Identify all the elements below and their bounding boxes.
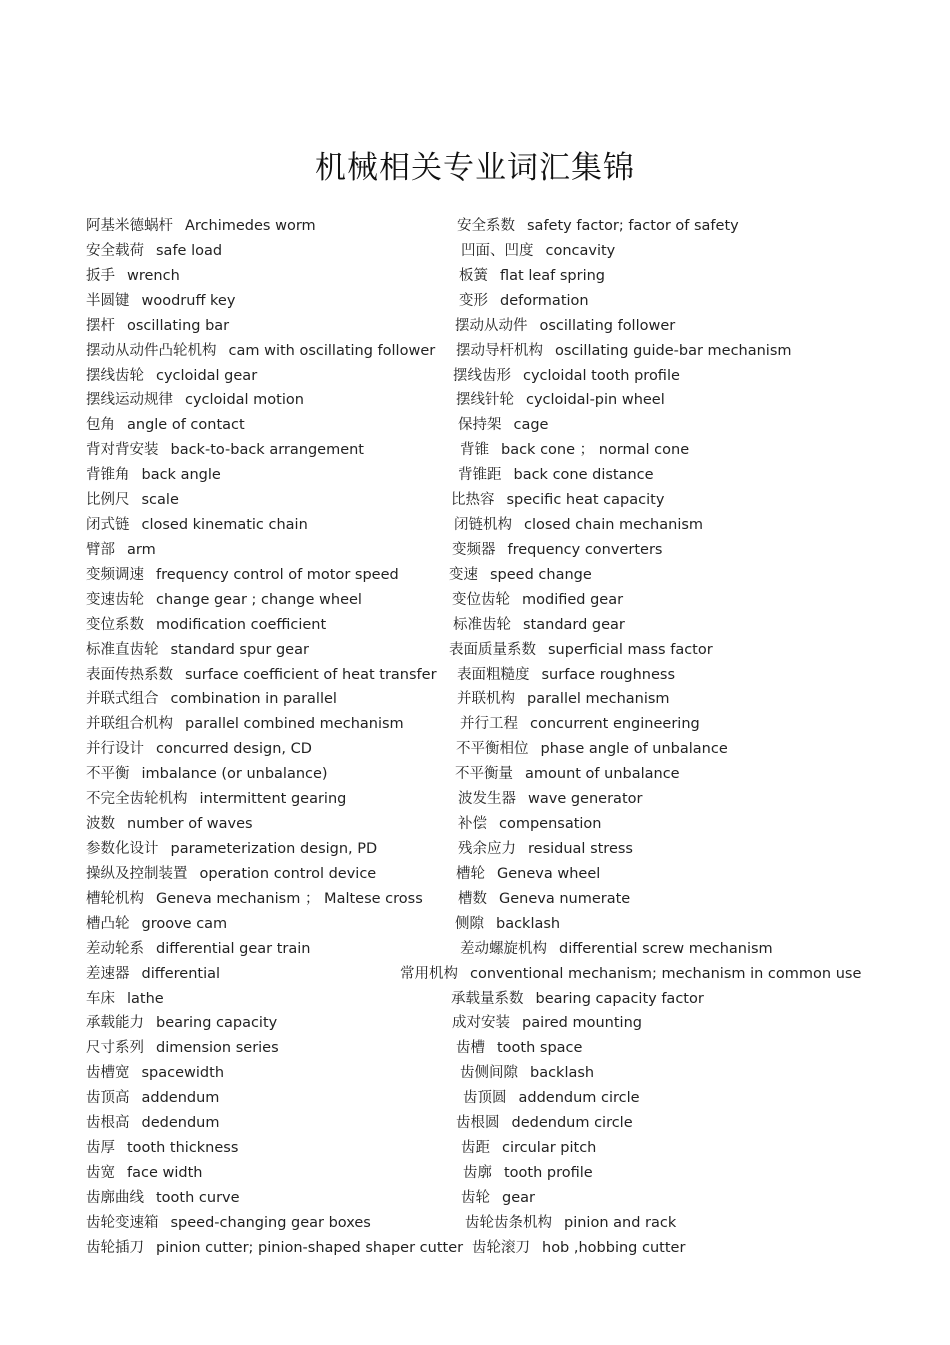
term-chinese: 摆动从动件 xyxy=(455,317,528,334)
term-entry-right xyxy=(452,588,623,612)
term-chinese: 槽凸轮 xyxy=(86,915,130,932)
term-english: wave generator xyxy=(528,791,643,808)
term-entry-right xyxy=(458,413,548,437)
term-chinese: 表面粗糙度 xyxy=(457,666,530,683)
term-entry-left xyxy=(86,488,179,512)
term-english: deformation xyxy=(500,292,589,309)
term-chinese: 齿轮变速箱 xyxy=(86,1214,159,1231)
term-english: residual stress xyxy=(528,841,633,857)
term-entry-right xyxy=(459,289,589,313)
term-english: tooth thickness xyxy=(127,1140,239,1157)
term-english: modified gear xyxy=(522,591,624,608)
term-chinese: 补偿 xyxy=(458,816,487,833)
term-entry-left xyxy=(86,588,362,612)
term-chinese: 差动螺旋机构 xyxy=(460,940,547,957)
term-chinese: 承载能力 xyxy=(86,1015,144,1032)
glossary-row xyxy=(0,812,950,836)
term-entry-right xyxy=(458,837,633,861)
term-entry-left xyxy=(86,1061,224,1085)
glossary-row xyxy=(0,339,950,363)
document-title: 机械相关专业词汇集锦 xyxy=(315,150,635,186)
term-chinese: 摆线运动规律 xyxy=(86,392,173,409)
term-entry-left xyxy=(86,1211,371,1235)
glossary-row xyxy=(0,1086,950,1110)
term-english: intermittent gearing xyxy=(199,791,347,808)
term-entry-right xyxy=(461,1186,535,1210)
term-entry-left xyxy=(86,538,156,562)
term-english: backlash xyxy=(530,1065,595,1082)
term-entry-left xyxy=(86,563,399,587)
term-entry-left xyxy=(86,787,346,811)
term-english: cycloidal gear xyxy=(156,367,258,384)
term-chinese: 波发生器 xyxy=(458,791,516,808)
glossary-row xyxy=(0,638,950,662)
term-english: speed-changing gear boxes xyxy=(170,1214,371,1231)
term-chinese: 摆动导杆机构 xyxy=(456,342,543,359)
term-entry-right xyxy=(459,264,605,288)
glossary-row xyxy=(0,314,950,338)
term-english: back cone ； normal cone xyxy=(501,442,690,459)
term-chinese: 参数化设计 xyxy=(86,841,159,857)
term-chinese: 摆杆 xyxy=(86,317,115,334)
term-entry-right xyxy=(452,1011,642,1035)
term-entry-right xyxy=(461,239,615,263)
term-entry-right xyxy=(460,438,689,462)
glossary-row xyxy=(0,762,950,786)
term-english: safe load xyxy=(156,242,223,259)
term-english: back-to-back arrangement xyxy=(170,442,364,459)
term-chinese: 表面质量系数 xyxy=(449,641,536,658)
term-english: circular pitch xyxy=(502,1140,597,1157)
term-chinese: 齿轮插刀 xyxy=(86,1239,144,1256)
glossary-row xyxy=(0,1111,950,1135)
term-entry-right xyxy=(460,712,700,736)
term-english: Geneva numerate xyxy=(499,890,631,907)
term-english: closed kinematic chain xyxy=(141,517,308,534)
term-entry-right xyxy=(451,987,704,1011)
term-english: tooth curve xyxy=(156,1189,240,1206)
term-english: woodruff key xyxy=(141,292,236,309)
term-chinese: 齿槽 xyxy=(456,1040,485,1057)
term-english: arm xyxy=(127,541,156,558)
glossary-row xyxy=(0,687,950,711)
term-entry-left xyxy=(86,837,377,861)
term-entry-left xyxy=(86,737,312,761)
term-entry-right xyxy=(453,613,625,637)
glossary-row xyxy=(0,264,950,288)
term-english: speed change xyxy=(490,566,592,583)
glossary-row xyxy=(0,364,950,388)
term-chinese: 包角 xyxy=(86,417,115,434)
term-english: face width xyxy=(127,1164,203,1181)
term-english: groove cam xyxy=(141,915,228,932)
glossary-row xyxy=(0,1161,950,1185)
term-english: angle of contact xyxy=(127,417,245,434)
term-entry-left xyxy=(86,1036,279,1060)
term-chinese: 闭链机构 xyxy=(454,517,512,534)
term-chinese: 标准直齿轮 xyxy=(86,641,159,658)
term-entry-right xyxy=(452,538,662,562)
term-english: concavity xyxy=(545,242,616,259)
term-entry-left xyxy=(86,463,221,487)
term-entry-right xyxy=(458,787,642,811)
term-english: safety factor; factor of safety xyxy=(527,218,739,234)
term-entry-left xyxy=(86,613,326,637)
term-entry-right xyxy=(455,762,680,786)
term-english: closed chain mechanism xyxy=(524,517,704,534)
term-chinese: 摆线针轮 xyxy=(456,392,514,409)
term-chinese: 常用机构 xyxy=(400,965,458,982)
glossary-row xyxy=(0,1061,950,1085)
term-chinese: 齿距 xyxy=(461,1140,490,1157)
term-english: cycloidal tooth profile xyxy=(523,367,680,384)
term-chinese: 齿厚 xyxy=(86,1140,115,1157)
term-english: parameterization design, PD xyxy=(170,841,378,857)
term-english: tooth profile xyxy=(504,1164,593,1181)
term-chinese: 阿基米德蜗杆 xyxy=(86,218,173,234)
term-chinese: 齿宽 xyxy=(86,1164,115,1181)
term-entry-left xyxy=(86,214,316,238)
term-chinese: 并行设计 xyxy=(86,741,144,758)
term-english: change gear ; change wheel xyxy=(156,591,362,608)
term-chinese: 成对安装 xyxy=(452,1015,510,1032)
term-english: lathe xyxy=(127,990,164,1007)
term-entry-left xyxy=(86,987,164,1011)
term-chinese: 齿根高 xyxy=(86,1115,130,1132)
term-entry-left xyxy=(86,264,180,288)
term-english: differential xyxy=(141,965,221,982)
glossary-row xyxy=(0,588,950,612)
glossary-row xyxy=(0,438,950,462)
term-chinese: 操纵及控制装置 xyxy=(86,865,188,882)
term-english: specific heat capacity xyxy=(506,492,665,509)
glossary-row xyxy=(0,937,950,961)
term-entry-left xyxy=(86,712,404,736)
term-chinese: 波数 xyxy=(86,816,115,833)
term-chinese: 安全系数 xyxy=(457,218,515,234)
glossary-row xyxy=(0,538,950,562)
term-chinese: 齿廓曲线 xyxy=(86,1189,144,1206)
term-english: tooth space xyxy=(497,1040,583,1057)
term-english: Geneva wheel xyxy=(497,865,601,882)
glossary-row xyxy=(0,563,950,587)
term-entry-left xyxy=(86,1111,219,1135)
term-english: differential gear train xyxy=(156,940,311,957)
term-english: compensation xyxy=(499,816,602,833)
term-chinese: 不平衡量 xyxy=(455,766,513,783)
term-entry-right xyxy=(454,513,703,537)
term-chinese: 差动轮系 xyxy=(86,940,144,957)
term-english: concurrent engineering xyxy=(530,716,700,733)
glossary-row xyxy=(0,987,950,1011)
term-english: operation control device xyxy=(199,865,377,882)
term-english: surface coefficient of heat transfer xyxy=(185,666,437,683)
term-english: cycloidal motion xyxy=(185,392,304,409)
term-chinese: 安全载荷 xyxy=(86,242,144,259)
term-english: parallel combined mechanism xyxy=(185,716,404,733)
term-entry-right xyxy=(460,937,773,961)
term-chinese: 槽数 xyxy=(458,890,487,907)
term-english: wrench xyxy=(127,267,180,284)
term-entry-right xyxy=(457,214,739,238)
term-chinese: 尺寸系列 xyxy=(86,1040,144,1057)
term-entry-left xyxy=(86,239,222,263)
term-entry-right xyxy=(461,1136,596,1160)
term-entry-right xyxy=(449,638,713,662)
glossary-row xyxy=(0,1011,950,1035)
term-entry-right xyxy=(456,1036,582,1060)
term-chinese: 差速器 xyxy=(86,965,130,982)
term-entry-right xyxy=(457,687,670,711)
term-english: backlash xyxy=(496,915,561,932)
glossary-row xyxy=(0,912,950,936)
term-chinese: 齿顶高 xyxy=(86,1090,130,1107)
term-entry-right xyxy=(458,463,654,487)
glossary-row xyxy=(0,712,950,736)
term-chinese: 凹面、凹度 xyxy=(461,242,534,259)
glossary-row xyxy=(0,388,950,412)
glossary-row xyxy=(0,463,950,487)
term-chinese: 侧隙 xyxy=(455,915,484,932)
glossary-row xyxy=(0,1136,950,1160)
term-english: pinion cutter; pinion-shaped shaper cutter xyxy=(156,1239,464,1256)
term-entry-right xyxy=(463,1086,640,1110)
term-chinese: 齿顶圆 xyxy=(463,1090,507,1107)
term-english: standard spur gear xyxy=(170,641,309,658)
term-entry-left xyxy=(86,638,309,662)
term-chinese: 变速 xyxy=(449,566,478,583)
glossary-row xyxy=(0,1186,950,1210)
term-chinese: 背锥角 xyxy=(86,467,130,484)
term-english: standard gear xyxy=(523,616,625,633)
term-english: surface roughness xyxy=(541,666,676,683)
term-chinese: 比热容 xyxy=(451,492,495,509)
term-english: back angle xyxy=(141,467,221,484)
glossary-row xyxy=(0,737,950,761)
term-chinese: 半圆键 xyxy=(86,292,130,309)
term-english: flat leaf spring xyxy=(500,267,606,284)
term-english: cycloidal-pin wheel xyxy=(526,392,665,409)
term-english: conventional mechanism; mechanism in common use xyxy=(470,965,862,982)
term-english: dedendum xyxy=(141,1115,220,1132)
term-chinese: 车床 xyxy=(86,990,115,1007)
term-entry-left xyxy=(86,1011,277,1035)
term-chinese: 齿廓 xyxy=(463,1164,492,1181)
glossary-row xyxy=(0,1036,950,1060)
glossary-row xyxy=(0,663,950,687)
term-entry-left xyxy=(86,962,220,986)
term-chinese: 不平衡相位 xyxy=(456,741,529,758)
term-chinese: 标准齿轮 xyxy=(453,616,511,633)
term-english: oscillating bar xyxy=(127,317,230,334)
term-chinese: 齿根圆 xyxy=(456,1115,500,1132)
term-chinese: 齿轮滚刀 xyxy=(472,1239,530,1256)
term-entry-left xyxy=(86,413,245,437)
term-english: pinion and rack xyxy=(564,1214,677,1231)
term-entry-left xyxy=(86,339,435,363)
term-entry-left xyxy=(86,887,423,911)
term-english: superficial mass factor xyxy=(548,641,713,658)
term-english: Geneva mechanism ； Maltese cross xyxy=(156,890,423,907)
glossary-row xyxy=(0,413,950,437)
term-chinese: 并联式组合 xyxy=(86,691,159,708)
term-chinese: 臂部 xyxy=(86,541,115,558)
term-chinese: 保持架 xyxy=(458,417,502,434)
term-entry-left xyxy=(86,812,253,836)
term-entry-right xyxy=(472,1236,685,1260)
term-chinese: 变位齿轮 xyxy=(452,591,510,608)
term-chinese: 变频器 xyxy=(452,541,496,558)
term-chinese: 比例尺 xyxy=(86,492,130,509)
term-chinese: 板簧 xyxy=(459,267,488,284)
term-chinese: 齿侧间隙 xyxy=(460,1065,518,1082)
term-chinese: 齿轮 xyxy=(461,1189,490,1206)
glossary-row xyxy=(0,887,950,911)
glossary-row xyxy=(0,613,950,637)
term-entry-left xyxy=(86,438,364,462)
term-english: cage xyxy=(513,417,549,434)
term-entry-right xyxy=(458,812,602,836)
term-chinese: 槽轮 xyxy=(456,865,485,882)
term-english: cam with oscillating follower xyxy=(228,342,436,359)
term-entry-right xyxy=(463,1161,593,1185)
term-english: bearing capacity xyxy=(156,1015,278,1032)
term-english: frequency control of motor speed xyxy=(156,566,399,583)
term-chinese: 摆线齿轮 xyxy=(86,367,144,384)
term-english: Archimedes worm xyxy=(185,218,316,234)
term-english: bearing capacity factor xyxy=(535,990,704,1007)
term-entry-right xyxy=(456,339,792,363)
term-english: frequency converters xyxy=(507,541,663,558)
term-entry-left xyxy=(86,1161,202,1185)
term-entry-left xyxy=(86,1236,463,1260)
term-chinese: 不平衡 xyxy=(86,766,130,783)
glossary-row xyxy=(0,862,950,886)
term-chinese: 变位系数 xyxy=(86,616,144,633)
term-entry-left xyxy=(86,1086,219,1110)
term-chinese: 残余应力 xyxy=(458,841,516,857)
term-chinese: 闭式链 xyxy=(86,517,130,534)
term-chinese: 并联组合机构 xyxy=(86,716,173,733)
term-english: scale xyxy=(141,492,179,509)
term-entry-left xyxy=(86,388,304,412)
term-chinese: 并联机构 xyxy=(457,691,515,708)
term-entry-left xyxy=(86,687,337,711)
term-english: back cone distance xyxy=(513,467,654,484)
term-english: dimension series xyxy=(156,1040,279,1057)
glossary-row xyxy=(0,289,950,313)
term-english: gear xyxy=(502,1189,535,1206)
term-english: concurred design, CD xyxy=(156,741,312,758)
term-chinese: 齿轮齿条机构 xyxy=(465,1214,552,1231)
term-chinese: 承载量系数 xyxy=(451,990,524,1007)
term-entry-right xyxy=(453,364,680,388)
term-english: dedendum circle xyxy=(511,1115,633,1132)
term-entry-right xyxy=(457,663,675,687)
term-entry-right xyxy=(456,388,665,412)
term-english: imbalance (or unbalance) xyxy=(141,766,328,783)
glossary-row xyxy=(0,239,950,263)
term-chinese: 背锥距 xyxy=(458,467,502,484)
term-chinese: 背对背安装 xyxy=(86,442,159,459)
term-entry-left xyxy=(86,663,437,687)
term-english: addendum xyxy=(141,1090,220,1107)
term-entry-left xyxy=(86,862,376,886)
glossary-row xyxy=(0,787,950,811)
term-chinese: 表面传热系数 xyxy=(86,666,173,683)
term-entry-right xyxy=(460,1061,594,1085)
term-english: amount of unbalance xyxy=(525,766,680,783)
term-entry-right xyxy=(455,912,560,936)
term-entry-right xyxy=(449,563,592,587)
term-entry-right xyxy=(451,488,664,512)
term-english: addendum circle xyxy=(518,1090,640,1107)
term-english: oscillating follower xyxy=(539,317,676,334)
term-english: phase angle of unbalance xyxy=(540,741,728,758)
term-entry-left xyxy=(86,912,227,936)
term-chinese: 并行工程 xyxy=(460,716,518,733)
glossary-row xyxy=(0,488,950,512)
term-chinese: 变形 xyxy=(459,292,488,309)
term-english: combination in parallel xyxy=(170,691,337,708)
term-english: modification coefficient xyxy=(156,616,327,633)
term-chinese: 槽轮机构 xyxy=(86,890,144,907)
glossary-row xyxy=(0,214,950,238)
term-entry-right xyxy=(455,314,675,338)
term-chinese: 变频调速 xyxy=(86,566,144,583)
term-entry-right xyxy=(458,887,630,911)
term-entry-right xyxy=(465,1211,676,1235)
term-entry-left xyxy=(86,1136,238,1160)
glossary-row xyxy=(0,1236,950,1260)
term-english: parallel mechanism xyxy=(527,691,670,708)
term-chinese: 扳手 xyxy=(86,267,115,284)
term-english: hob ,hobbing cutter xyxy=(542,1239,686,1256)
term-entry-left xyxy=(86,314,229,338)
term-english: differential screw mechanism xyxy=(559,940,773,957)
term-english: number of waves xyxy=(127,816,253,833)
term-chinese: 变速齿轮 xyxy=(86,591,144,608)
glossary-row xyxy=(0,513,950,537)
term-english: spacewidth xyxy=(141,1065,225,1082)
term-chinese: 不完全齿轮机构 xyxy=(86,791,188,808)
term-chinese: 齿槽宽 xyxy=(86,1065,130,1082)
term-entry-left xyxy=(86,513,308,537)
term-english: oscillating guide-bar mechanism xyxy=(555,342,792,359)
glossary-row xyxy=(0,837,950,861)
term-entry-left xyxy=(86,937,310,961)
term-entry-right xyxy=(456,737,728,761)
glossary-row xyxy=(0,1211,950,1235)
term-entry-right xyxy=(456,1111,633,1135)
glossary-row xyxy=(0,962,950,986)
term-chinese: 背锥 xyxy=(460,442,489,459)
term-entry-left xyxy=(86,762,328,786)
term-entry-left xyxy=(86,289,235,313)
term-chinese: 摆线齿形 xyxy=(453,367,511,384)
term-entry-right xyxy=(456,862,600,886)
term-entry-right xyxy=(400,962,861,986)
term-chinese: 摆动从动件凸轮机构 xyxy=(86,342,217,359)
term-entry-left xyxy=(86,1186,240,1210)
term-english: paired mounting xyxy=(522,1015,642,1032)
term-entry-left xyxy=(86,364,257,388)
